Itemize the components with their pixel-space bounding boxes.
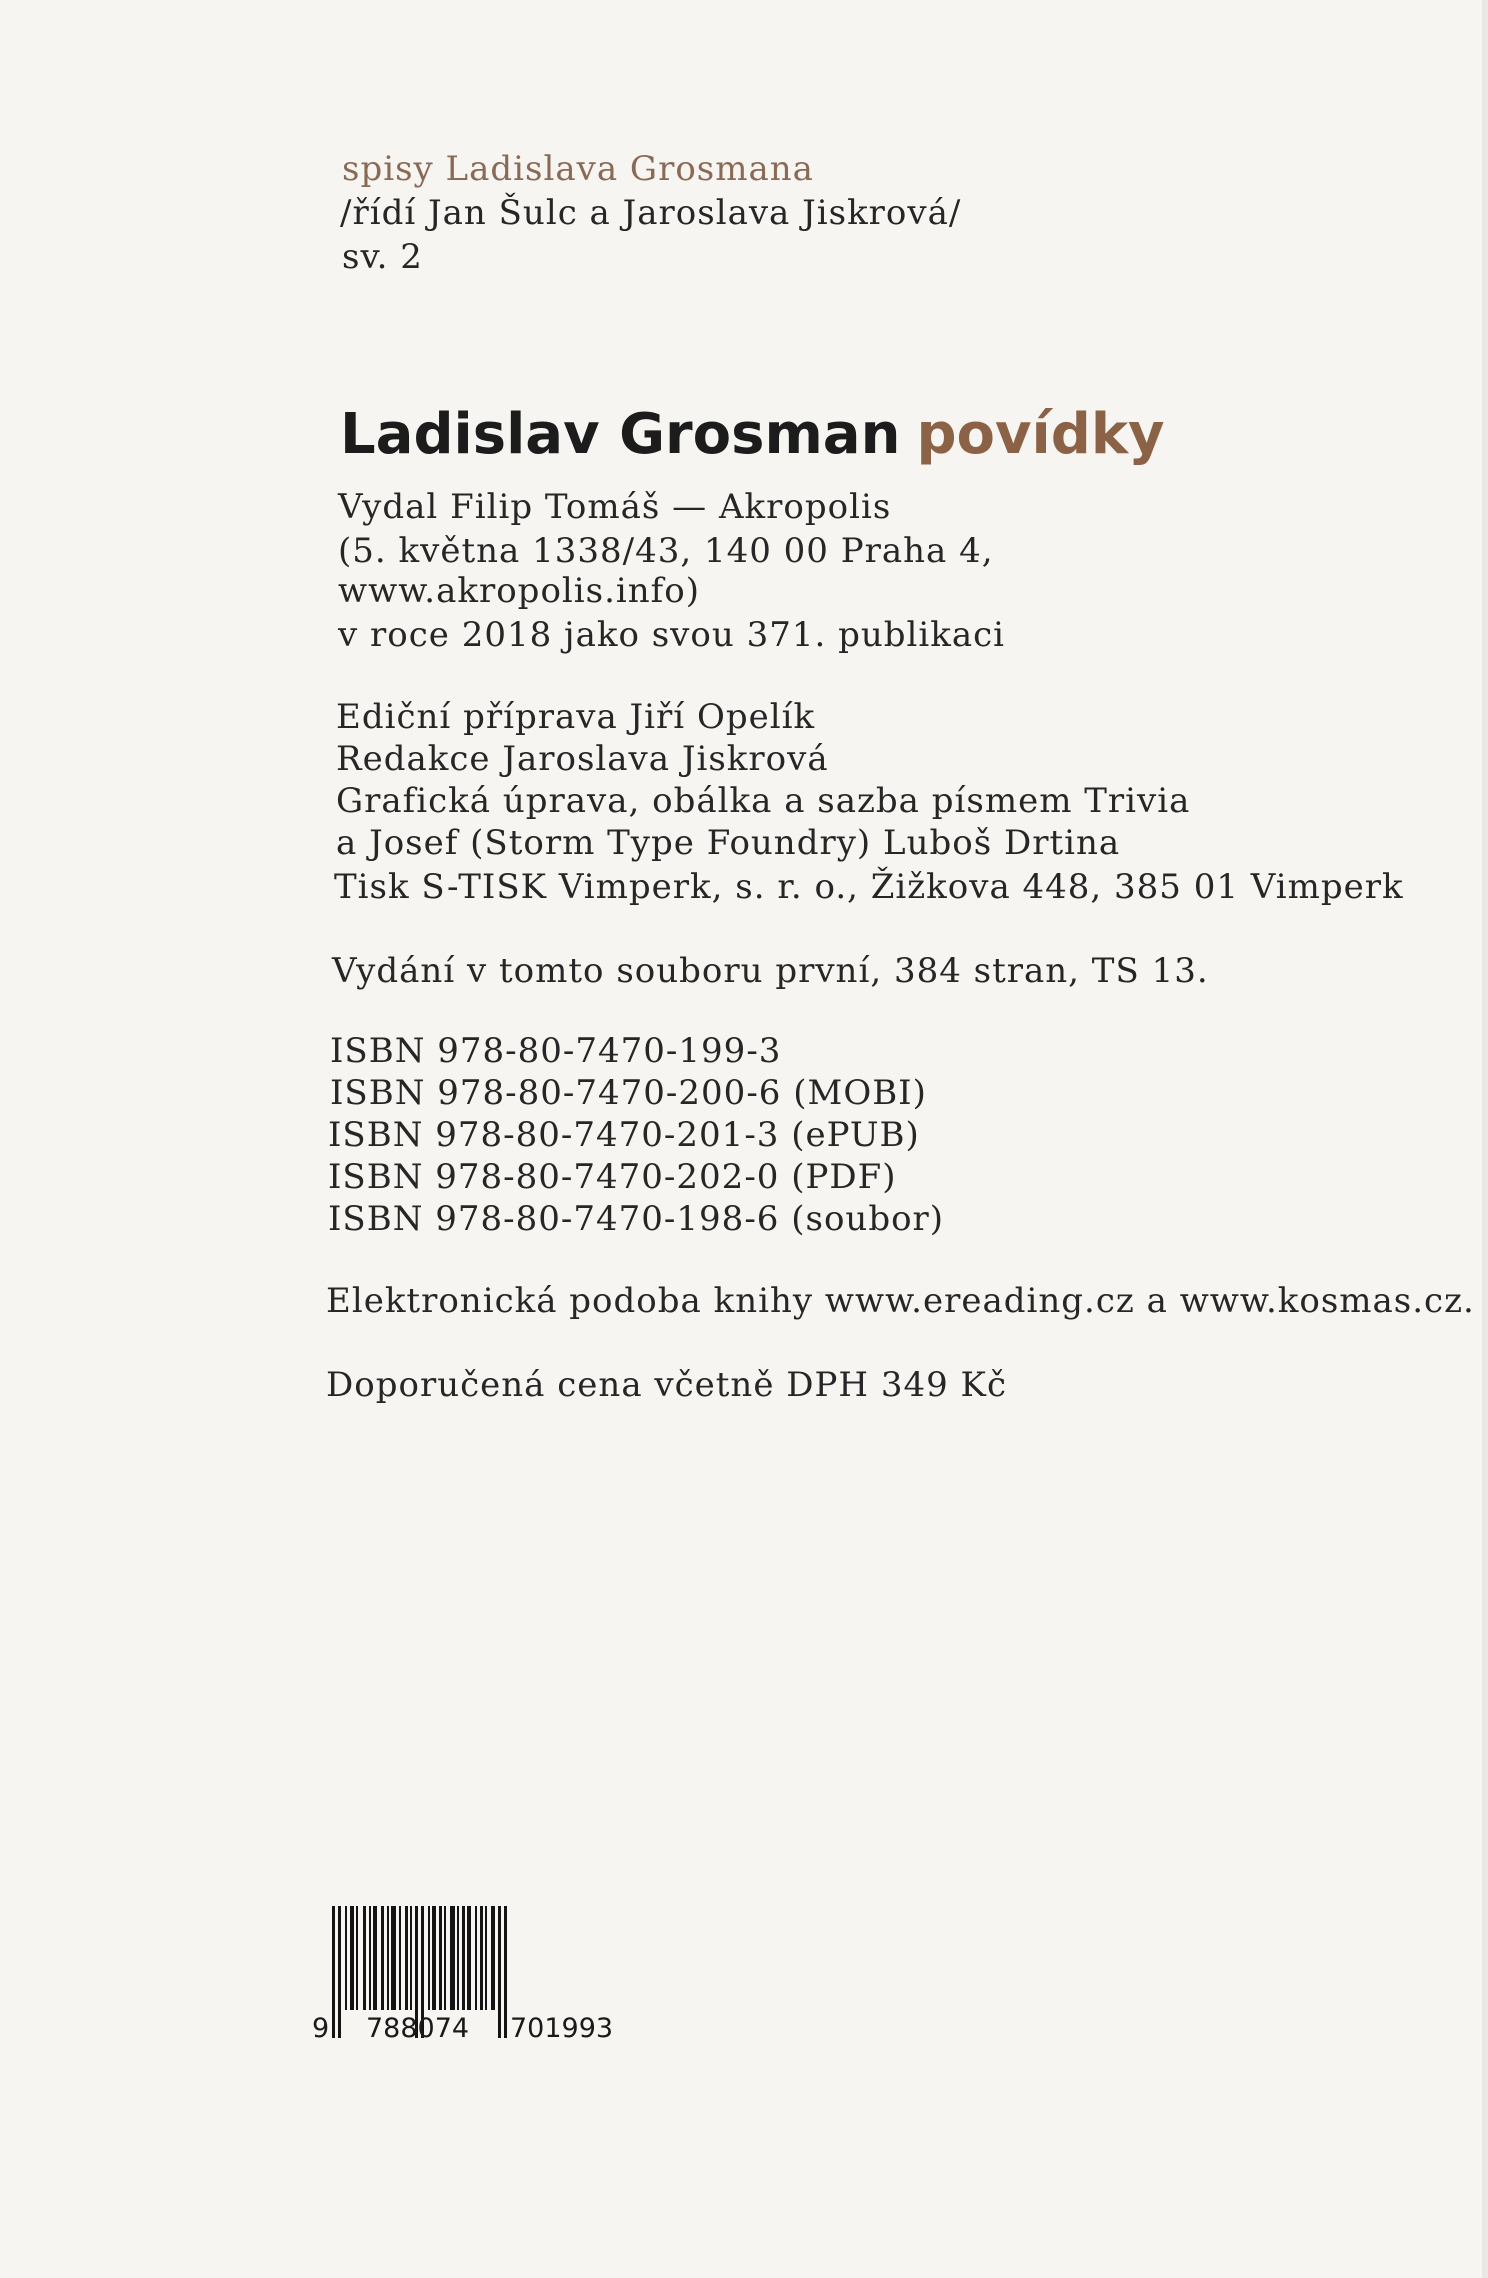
barcode-bar [387, 1906, 389, 2010]
barcode-bar [457, 1906, 459, 2010]
barcode-bar [399, 1906, 401, 2010]
credit-line: Grafická úprava, obálka a sazba písmem Trivia [336, 781, 1191, 821]
barcode-bar [428, 1906, 430, 2010]
barcode-bar [332, 1906, 335, 2038]
barcode-bar [410, 1906, 412, 2010]
barcode-bar [373, 1906, 377, 2010]
series-title: spisy Ladislava Grosmana [342, 149, 814, 189]
electronic-edition: Elektronická podoba knihy www.ereading.cz a www.kosmas.cz. [326, 1281, 1475, 1321]
barcode-digits-left: 788074 [366, 2013, 470, 2044]
barcode-bar [432, 1906, 436, 2010]
barcode-bar [444, 1906, 446, 2010]
book-work: povídky [916, 402, 1165, 467]
barcode-bar [391, 1906, 396, 2010]
barcode-digits-right: 701993 [510, 2013, 614, 2044]
page-edge [1482, 0, 1488, 2278]
barcode-bar [450, 1906, 455, 2010]
barcode-bar [439, 1906, 442, 2010]
barcode-bar [485, 1906, 487, 2010]
barcode-bar [467, 1906, 471, 2010]
publisher-line-1: Vydal Filip Tomáš — Akropolis [338, 487, 892, 527]
barcode-bar [345, 1906, 347, 2010]
barcode-bar [491, 1906, 495, 2010]
credit-line: Tisk S-TISK Vimperk, s. r. o., Žižkova 448, 385 01 Vimperk [334, 867, 1404, 907]
book-author: Ladislav Grosman [340, 402, 901, 467]
barcode-bar [504, 1906, 507, 2038]
publisher-line-2: (5. května 1338/43, 140 00 Praha 4, [338, 531, 994, 571]
barcode-bars [310, 1906, 670, 2046]
barcode-bar [338, 1906, 341, 2038]
barcode-bar [405, 1906, 408, 2010]
barcode-bar [356, 1906, 358, 2010]
barcode-bar [363, 1906, 366, 2010]
series-editors: /řídí Jan Šulc a Jaroslava Jiskrová/ [340, 193, 962, 233]
barcode [310, 1906, 670, 2046]
barcode-bar [475, 1906, 477, 2010]
barcode-bar [498, 1906, 501, 2038]
publisher-line-3: www.akropolis.info) [338, 571, 701, 611]
book-title [340, 400, 1165, 470]
edition-info: Vydání v tomto souboru první, 384 stran, TS 13. [332, 951, 1209, 991]
isbn-line: ISBN 978-80-7470-201-3 (ePUB) [328, 1115, 920, 1155]
barcode-digit-first: 9 [312, 2013, 330, 2044]
series-volume: sv. 2 [342, 237, 423, 277]
credit-line: a Josef (Storm Type Foundry) Luboš Drtina [336, 823, 1121, 863]
barcode-bar [369, 1906, 371, 2010]
barcode-bar [462, 1906, 465, 2010]
isbn-line: ISBN 978-80-7470-200-6 (MOBI) [330, 1073, 927, 1113]
credit-line: Redakce Jaroslava Jiskrová [336, 739, 829, 779]
barcode-bar [350, 1906, 354, 2010]
isbn-line: ISBN 978-80-7470-198-6 (soubor) [328, 1199, 945, 1239]
barcode-bar [480, 1906, 483, 2010]
publisher-line-4: v roce 2018 jako svou 371. publikaci [338, 615, 1006, 655]
isbn-line: ISBN 978-80-7470-199-3 [330, 1031, 782, 1071]
barcode-bar [381, 1906, 384, 2010]
isbn-line: ISBN 978-80-7470-202-0 (PDF) [328, 1157, 897, 1197]
credit-line: Ediční příprava Jiří Opelík [336, 697, 816, 737]
price-info: Doporučená cena včetně DPH 349 Kč [326, 1365, 1007, 1405]
